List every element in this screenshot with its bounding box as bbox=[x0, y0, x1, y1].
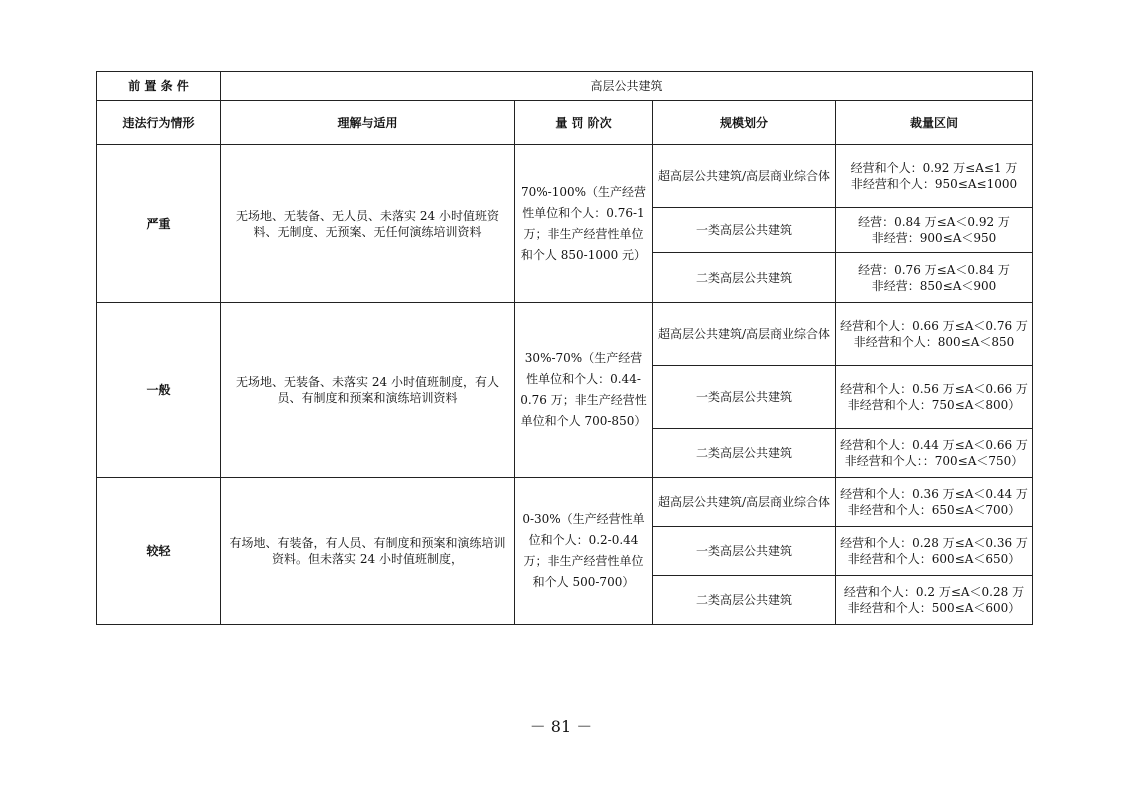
severity-cell: 一般 bbox=[97, 303, 221, 478]
table-row bbox=[97, 478, 1033, 527]
scale-cell: 一类高层公共建筑 bbox=[653, 366, 836, 429]
penalty-cell: 70%-100%（生产经营性单位和个人：0.76-1 万；非生产经营性单位和个人 850-1000 元） bbox=[515, 145, 653, 303]
penalty-cell: 30%-70%（生产经营性单位和个人：0.44-0.76 万；非生产经营性单位和个人 700-850） bbox=[515, 303, 653, 478]
range-cell: 经营和个人：0.44 万≤A＜0.66 万 非经营和个人：：700≤A＜750） bbox=[836, 429, 1033, 478]
col-header-understanding: 理解与适用 bbox=[221, 101, 515, 145]
column-header-row bbox=[97, 101, 1033, 145]
understanding-cell: 无场地、无装备、未落实 24 小时值班制度，有人员、有制度和预案和演练培训资料 bbox=[221, 303, 515, 478]
understanding-cell: 无场地、无装备、无人员、未落实 24 小时值班资料、无制度、无预案、无任何演练培训资料 bbox=[221, 145, 515, 303]
range-cell: 经营和个人：0.92 万≤A≤1 万 非经营和个人：950≤A≤1000 bbox=[836, 145, 1033, 208]
discretion-table bbox=[96, 71, 1033, 625]
scale-cell: 超高层公共建筑/高层商业综合体 bbox=[653, 478, 836, 527]
range-cell: 经营和个人：0.66 万≤A＜0.76 万 非经营和个人：800≤A＜850 bbox=[836, 303, 1033, 366]
range-cell: 经营：0.84 万≤A＜0.92 万 非经营：900≤A＜950 bbox=[836, 208, 1033, 253]
scale-cell: 一类高层公共建筑 bbox=[653, 208, 836, 253]
scale-cell: 二类高层公共建筑 bbox=[653, 429, 836, 478]
scale-cell: 二类高层公共建筑 bbox=[653, 253, 836, 303]
page-number: － 81 － bbox=[529, 717, 593, 736]
table-row bbox=[97, 303, 1033, 366]
precondition-label: 前 置 条 件 bbox=[97, 72, 221, 101]
scale-cell: 超高层公共建筑/高层商业综合体 bbox=[653, 303, 836, 366]
range-cell: 经营和个人：0.28 万≤A＜0.36 万 非经营和个人：600≤A＜650） bbox=[836, 527, 1033, 576]
range-cell: 经营和个人：0.2 万≤A＜0.28 万 非经营和个人：500≤A＜600） bbox=[836, 576, 1033, 625]
col-header-range: 裁量区间 bbox=[836, 101, 1033, 145]
table-row bbox=[97, 145, 1033, 208]
range-cell: 经营：0.76 万≤A＜0.84 万 非经营：850≤A＜900 bbox=[836, 253, 1033, 303]
scale-cell: 超高层公共建筑/高层商业综合体 bbox=[653, 145, 836, 208]
precondition-value: 高层公共建筑 bbox=[221, 72, 1033, 101]
col-header-scale: 规模划分 bbox=[653, 101, 836, 145]
scale-cell: 一类高层公共建筑 bbox=[653, 527, 836, 576]
severity-cell: 较轻 bbox=[97, 478, 221, 625]
scale-cell: 二类高层公共建筑 bbox=[653, 576, 836, 625]
precondition-row bbox=[97, 72, 1033, 101]
severity-cell: 严重 bbox=[97, 145, 221, 303]
range-cell: 经营和个人：0.56 万≤A＜0.66 万 非经营和个人：750≤A＜800） bbox=[836, 366, 1033, 429]
col-header-violation: 违法行为情形 bbox=[97, 101, 221, 145]
understanding-cell: 有场地、有装备，有人员、有制度和预案和演练培训资料。但未落实 24 小时值班制度， bbox=[221, 478, 515, 625]
range-cell: 经营和个人：0.36 万≤A＜0.44 万 非经营和个人：650≤A＜700） bbox=[836, 478, 1033, 527]
penalty-cell: 0-30%（生产经营性单位和个人：0.2-0.44 万；非生产经营性单位和个人 500-700） bbox=[515, 478, 653, 625]
col-header-penalty-level: 量 罚 阶次 bbox=[515, 101, 653, 145]
